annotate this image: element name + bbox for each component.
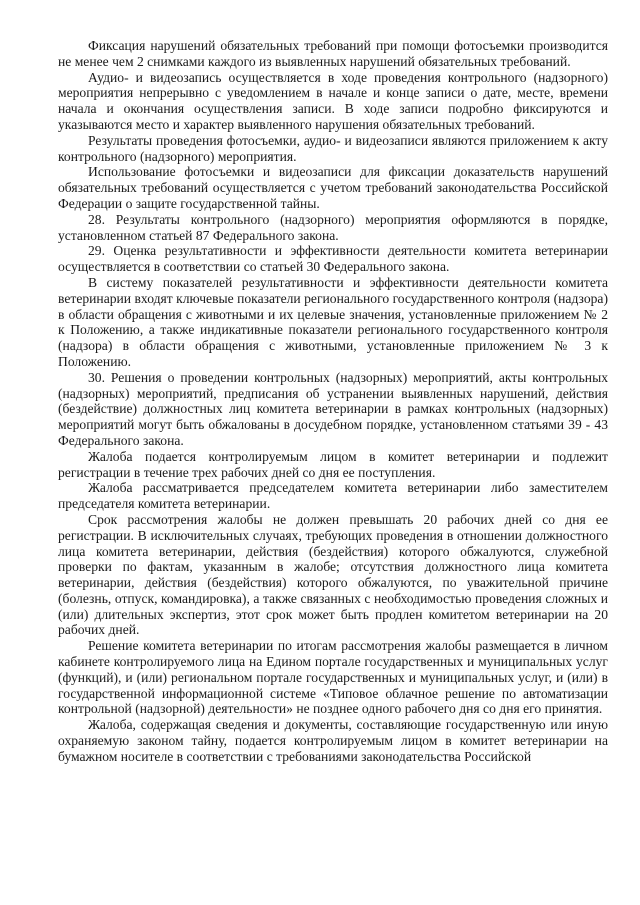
paragraph-audio-video-recording: Аудио- и видеозапись осуществляется в ходе проведения контрольного (надзорного) мероприятия непрерывно с уведомлением в начале и конце записи о дате, месте, времени начала и окончания осуществления записи. В ходе записи подробно фиксируются и указываются место и характер выявленного нарушения обязательных требований. — [58, 69, 608, 132]
paragraph-item-29: 29. Оценка результативности и эффективности деятельности комитета ветеринарии осуществляется в соответствии со статьей 30 Федерального закона. — [58, 243, 608, 275]
paragraph-classified-complaint: Жалоба, содержащая сведения и документы, составляющие государственную или иную охраняемую законом тайну, подается контролируемым лицом в комитет ветеринарии на бумажном носителе в соответствии с требованиями законодательства Российской — [58, 717, 608, 764]
paragraph-item-30: 30. Решения о проведении контрольных (надзорных) мероприятий, акты контрольных (надзорных) мероприятий, предписания об устранении выявленных нарушений, действия (бездействие) должностных лиц комитета ветеринарии в рамках контрольных (надзорных) мероприятий могут быть обжалованы в досудебном порядке, установленном статьями 39 - 43 Федерального закона. — [58, 369, 608, 448]
paragraph-state-secret: Использование фотосъемки и видеозаписи для фиксации доказательств нарушений обязательных требований осуществляется с учетом требований законодательства Российской Федерации о защите государственной тайны. — [58, 164, 608, 211]
paragraph-review-deadline: Срок рассмотрения жалобы не должен превышать 20 рабочих дней со дня ее регистрации. В исключительных случаях, требующих проведения в отношении должностного лица комитета ветеринарии, действия (бездействия) которого обжалуются, служебной проверки по фактам, указанным в жалобе; отсутствия должностного лица комитета ветеринарии, действия (бездействия) которого обжалуются, по уважительной причине (болезнь, отпуск, командировка), а также связанных с необходимостью проведения сложных и (или) длительных экспертиз, этот срок может быть продлен комитетом ветеринарии на 20 рабочих дней. — [58, 511, 608, 638]
paragraph-complaint-review: Жалоба рассматривается председателем комитета ветеринарии либо заместителем председателя комитета ветеринарии. — [58, 480, 608, 512]
paragraph-performance-indicators: В систему показателей результативности и эффективности деятельности комитета ветеринарии входят ключевые показатели регионального государственного контроля (надзора) в области обращения с животными и их целевые значения, установленные приложением № 2 к Положению, а также индикативные показатели регионального государственного контроля (надзора) в области обращения с животными, установленные приложением № 3 к Положению. — [58, 274, 608, 369]
paragraph-item-28: 28. Результаты контрольного (надзорного) мероприятия оформляются в порядке, установленном статьей 87 Федерального закона. — [58, 211, 608, 243]
paragraph-recording-results: Результаты проведения фотосъемки, аудио- и видеозаписи являются приложением к акту контрольного (надзорного) мероприятия. — [58, 132, 608, 164]
paragraph-decision-publication: Решение комитета ветеринарии по итогам рассмотрения жалобы размещается в личном кабинете контролируемого лица на Едином портале государственных и муниципальных услуг (функций), и (или) региональном портале государственных и муниципальных услуг, и (или) в государственной информационной системе «Типовое облачное решение по автоматизации контрольной (надзорной) деятельности» не позднее одного рабочего дня со дня его принятия. — [58, 638, 608, 717]
document-page — [58, 38, 608, 765]
paragraph-photo-fixation: Фиксация нарушений обязательных требований при помощи фотосъемки производится не менее чем 2 снимками каждого из выявленных нарушений обязательных требований. — [58, 38, 608, 69]
paragraph-complaint-filing: Жалоба подается контролируемым лицом в комитет ветеринарии и подлежит регистрации в течение трех рабочих дней со дня ее поступления. — [58, 448, 608, 480]
